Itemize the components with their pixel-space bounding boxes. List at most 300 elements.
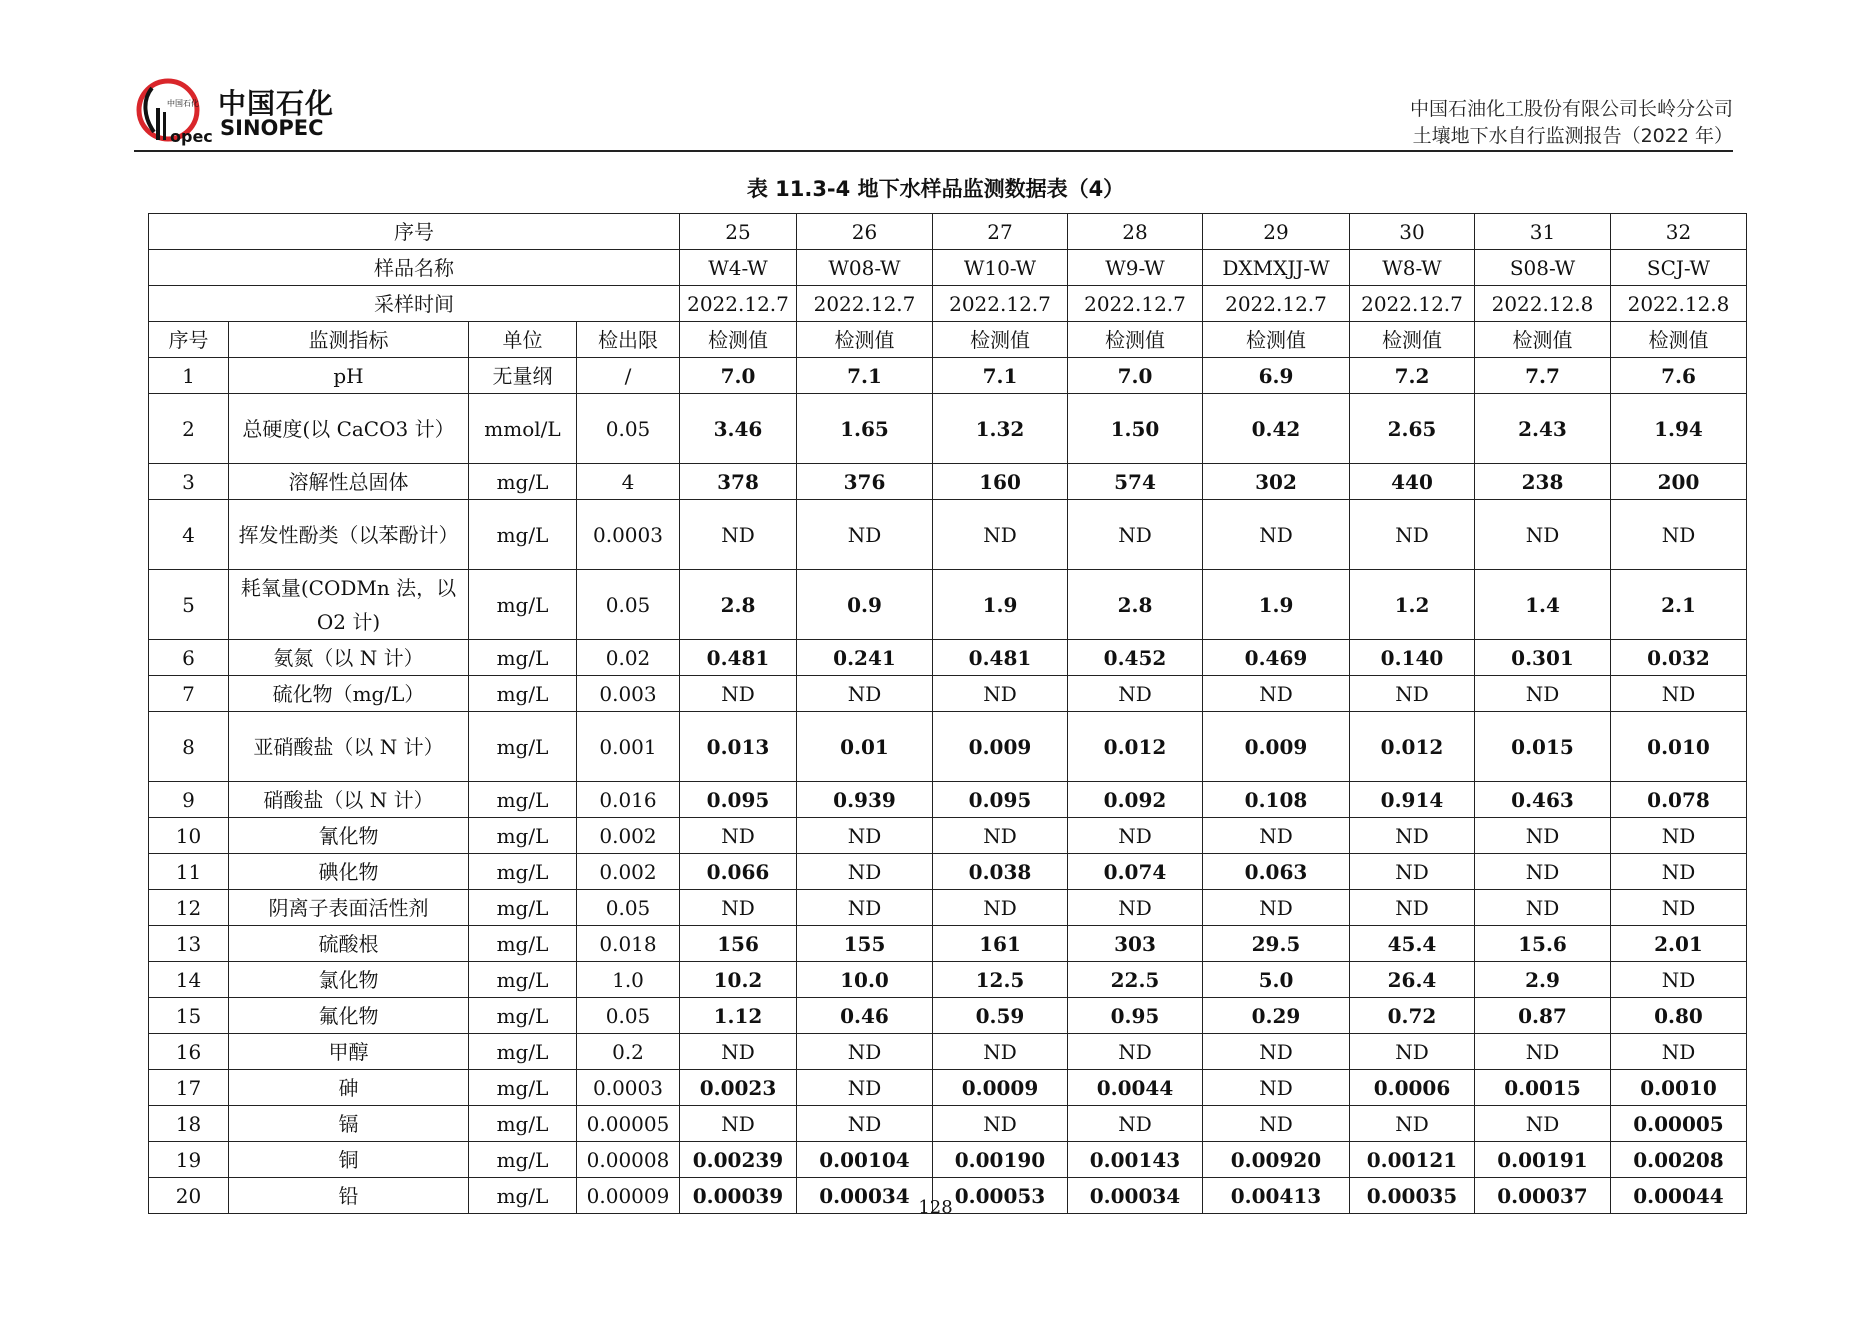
row-value: ND bbox=[1203, 500, 1350, 570]
label-value: 检测值 bbox=[1350, 322, 1475, 358]
row-value: 0.00034 bbox=[1068, 1178, 1203, 1214]
row-value: ND bbox=[1475, 818, 1611, 854]
row-limit: 0.003 bbox=[577, 676, 680, 712]
table-row bbox=[149, 854, 1747, 890]
row-indicator: 铅 bbox=[229, 1178, 469, 1214]
row-no: 9 bbox=[149, 782, 229, 818]
row-value: ND bbox=[1475, 500, 1611, 570]
table-row bbox=[149, 676, 1747, 712]
sample-no: 25 bbox=[680, 214, 797, 250]
row-value: 0.59 bbox=[933, 998, 1068, 1034]
row-value: ND bbox=[1068, 500, 1203, 570]
row-value: 0.481 bbox=[680, 640, 797, 676]
row-value: ND bbox=[1350, 890, 1475, 926]
row-value: 2.8 bbox=[680, 570, 797, 640]
row-value: ND bbox=[1068, 1106, 1203, 1142]
groundwater-monitoring-table bbox=[148, 213, 1747, 1214]
row-unit: mg/L bbox=[469, 782, 577, 818]
row-value: ND bbox=[1203, 676, 1350, 712]
row-value: 0.00208 bbox=[1611, 1142, 1747, 1178]
header-row-sample-time bbox=[149, 286, 1747, 322]
row-unit: mg/L bbox=[469, 500, 577, 570]
label-value: 检测值 bbox=[1203, 322, 1350, 358]
row-value: ND bbox=[1203, 818, 1350, 854]
row-value: ND bbox=[680, 1106, 797, 1142]
row-value: ND bbox=[1611, 500, 1747, 570]
row-unit: mg/L bbox=[469, 712, 577, 782]
row-value: 0.078 bbox=[1611, 782, 1747, 818]
row-value: ND bbox=[1350, 1106, 1475, 1142]
sample-name: W8-W bbox=[1350, 250, 1475, 286]
row-value: ND bbox=[680, 676, 797, 712]
row-value: ND bbox=[933, 1106, 1068, 1142]
row-value: ND bbox=[1475, 1106, 1611, 1142]
row-value: 0.00121 bbox=[1350, 1142, 1475, 1178]
row-no: 16 bbox=[149, 1034, 229, 1070]
row-value: 0.013 bbox=[680, 712, 797, 782]
row-value: 0.0015 bbox=[1475, 1070, 1611, 1106]
row-indicator: 镉 bbox=[229, 1106, 469, 1142]
row-value: 0.095 bbox=[933, 782, 1068, 818]
row-value: 0.00034 bbox=[797, 1178, 933, 1214]
row-indicator: pH bbox=[229, 358, 469, 394]
row-value: 12.5 bbox=[933, 962, 1068, 998]
row-limit: 0.002 bbox=[577, 854, 680, 890]
row-value: 0.012 bbox=[1350, 712, 1475, 782]
row-value: ND bbox=[1203, 890, 1350, 926]
row-value: 0.914 bbox=[1350, 782, 1475, 818]
row-value: 1.9 bbox=[1203, 570, 1350, 640]
row-value: 0.00413 bbox=[1203, 1178, 1350, 1214]
row-value: ND bbox=[1350, 676, 1475, 712]
row-value: 1.94 bbox=[1611, 394, 1747, 464]
label-value: 检测值 bbox=[797, 322, 933, 358]
row-value: 200 bbox=[1611, 464, 1747, 500]
row-indicator: 硫化物（mg/L） bbox=[229, 676, 469, 712]
row-indicator: 氨氮（以 N 计） bbox=[229, 640, 469, 676]
row-value: 0.452 bbox=[1068, 640, 1203, 676]
row-value: 0.00035 bbox=[1350, 1178, 1475, 1214]
row-value: 0.0023 bbox=[680, 1070, 797, 1106]
row-value: ND bbox=[933, 500, 1068, 570]
row-value: 376 bbox=[797, 464, 933, 500]
row-value: ND bbox=[933, 676, 1068, 712]
row-indicator: 亚硝酸盐（以 N 计） bbox=[229, 712, 469, 782]
row-value: ND bbox=[933, 1034, 1068, 1070]
row-value: 6.9 bbox=[1203, 358, 1350, 394]
sample-no: 27 bbox=[933, 214, 1068, 250]
row-value: 0.108 bbox=[1203, 782, 1350, 818]
table-row bbox=[149, 358, 1747, 394]
row-value: 7.7 bbox=[1475, 358, 1611, 394]
row-unit: mg/L bbox=[469, 640, 577, 676]
row-value: 0.00190 bbox=[933, 1142, 1068, 1178]
row-no: 3 bbox=[149, 464, 229, 500]
row-value: 0.0009 bbox=[933, 1070, 1068, 1106]
row-indicator: 总硬度(以 CaCO3 计） bbox=[229, 394, 469, 464]
row-no: 18 bbox=[149, 1106, 229, 1142]
row-value: 0.00239 bbox=[680, 1142, 797, 1178]
row-value: 1.9 bbox=[933, 570, 1068, 640]
row-value: 156 bbox=[680, 926, 797, 962]
row-unit: mg/L bbox=[469, 1106, 577, 1142]
sample-date: 2022.12.7 bbox=[1068, 286, 1203, 322]
row-no: 1 bbox=[149, 358, 229, 394]
row-no: 10 bbox=[149, 818, 229, 854]
row-value: 26.4 bbox=[1350, 962, 1475, 998]
row-value: 161 bbox=[933, 926, 1068, 962]
row-limit: 0.00005 bbox=[577, 1106, 680, 1142]
sample-name: W10-W bbox=[933, 250, 1068, 286]
row-unit: mg/L bbox=[469, 1034, 577, 1070]
sample-date: 2022.12.8 bbox=[1475, 286, 1611, 322]
row-indicator: 碘化物 bbox=[229, 854, 469, 890]
row-value: ND bbox=[797, 890, 933, 926]
row-unit: mg/L bbox=[469, 464, 577, 500]
row-value: 0.463 bbox=[1475, 782, 1611, 818]
row-value: ND bbox=[1475, 676, 1611, 712]
row-value: 2.01 bbox=[1611, 926, 1747, 962]
row-limit: 0.05 bbox=[577, 394, 680, 464]
row-value: 1.12 bbox=[680, 998, 797, 1034]
sample-no: 26 bbox=[797, 214, 933, 250]
sample-date: 2022.12.7 bbox=[933, 286, 1068, 322]
row-no: 12 bbox=[149, 890, 229, 926]
svg-text:中国石化: 中国石化 bbox=[167, 99, 199, 108]
row-no: 17 bbox=[149, 1070, 229, 1106]
row-unit: mg/L bbox=[469, 676, 577, 712]
row-no: 8 bbox=[149, 712, 229, 782]
row-limit: 0.0003 bbox=[577, 1070, 680, 1106]
row-value: 1.4 bbox=[1475, 570, 1611, 640]
table-row bbox=[149, 394, 1747, 464]
row-value: ND bbox=[797, 1106, 933, 1142]
row-value: ND bbox=[1203, 1034, 1350, 1070]
row-value: 7.1 bbox=[797, 358, 933, 394]
row-value: ND bbox=[1611, 1034, 1747, 1070]
table-row bbox=[149, 640, 1747, 676]
row-value: ND bbox=[1475, 890, 1611, 926]
row-value: 0.00143 bbox=[1068, 1142, 1203, 1178]
row-value: ND bbox=[1068, 890, 1203, 926]
sample-date: 2022.12.7 bbox=[797, 286, 933, 322]
row-value: ND bbox=[1350, 854, 1475, 890]
sample-no: 31 bbox=[1475, 214, 1611, 250]
row-limit: 0.05 bbox=[577, 570, 680, 640]
label-seq: 序号 bbox=[149, 214, 680, 250]
table-row bbox=[149, 712, 1747, 782]
label-value: 检测值 bbox=[1068, 322, 1203, 358]
row-value: 7.2 bbox=[1350, 358, 1475, 394]
row-value: 0.95 bbox=[1068, 998, 1203, 1034]
row-limit: 0.0003 bbox=[577, 500, 680, 570]
label-value: 检测值 bbox=[1475, 322, 1611, 358]
row-no: 19 bbox=[149, 1142, 229, 1178]
row-unit: mmol/L bbox=[469, 394, 577, 464]
report-header bbox=[1410, 96, 1733, 150]
row-no: 14 bbox=[149, 962, 229, 998]
row-limit: 1.0 bbox=[577, 962, 680, 998]
row-value: 7.6 bbox=[1611, 358, 1747, 394]
row-value: ND bbox=[1350, 818, 1475, 854]
label-indicator: 监测指标 bbox=[229, 322, 469, 358]
page-number: 128 bbox=[918, 1197, 953, 1218]
row-no: 6 bbox=[149, 640, 229, 676]
sample-no: 28 bbox=[1068, 214, 1203, 250]
row-value: 0.939 bbox=[797, 782, 933, 818]
sample-name: SCJ-W bbox=[1611, 250, 1747, 286]
row-unit: mg/L bbox=[469, 890, 577, 926]
sinopec-logo bbox=[134, 78, 334, 148]
row-value: ND bbox=[1611, 962, 1747, 998]
row-indicator: 氟化物 bbox=[229, 998, 469, 1034]
row-no: 2 bbox=[149, 394, 229, 464]
row-limit: 0.02 bbox=[577, 640, 680, 676]
header-row-columns bbox=[149, 322, 1747, 358]
logo-english-text: SINOPEC bbox=[220, 116, 324, 140]
row-value: ND bbox=[1203, 1070, 1350, 1106]
row-value: 160 bbox=[933, 464, 1068, 500]
label-value: 检测值 bbox=[1611, 322, 1747, 358]
row-unit: mg/L bbox=[469, 962, 577, 998]
row-value: 0.063 bbox=[1203, 854, 1350, 890]
row-limit: 0.001 bbox=[577, 712, 680, 782]
row-value: 7.1 bbox=[933, 358, 1068, 394]
row-value: 440 bbox=[1350, 464, 1475, 500]
sample-no: 29 bbox=[1203, 214, 1350, 250]
row-value: 10.2 bbox=[680, 962, 797, 998]
row-value: ND bbox=[680, 1034, 797, 1070]
table-row bbox=[149, 890, 1747, 926]
row-value: 10.0 bbox=[797, 962, 933, 998]
row-no: 20 bbox=[149, 1178, 229, 1214]
row-value: ND bbox=[680, 500, 797, 570]
row-value: ND bbox=[680, 818, 797, 854]
row-value: ND bbox=[797, 1034, 933, 1070]
row-limit: 0.05 bbox=[577, 890, 680, 926]
row-value: ND bbox=[797, 1070, 933, 1106]
row-value: ND bbox=[797, 854, 933, 890]
row-limit: 0.002 bbox=[577, 818, 680, 854]
row-value: 0.00920 bbox=[1203, 1142, 1350, 1178]
row-indicator: 氯化物 bbox=[229, 962, 469, 998]
row-value: 1.50 bbox=[1068, 394, 1203, 464]
sample-name: W08-W bbox=[797, 250, 933, 286]
row-value: 0.009 bbox=[1203, 712, 1350, 782]
row-value: 0.00104 bbox=[797, 1142, 933, 1178]
sample-date: 2022.12.7 bbox=[1203, 286, 1350, 322]
table-row bbox=[149, 926, 1747, 962]
row-value: ND bbox=[680, 890, 797, 926]
row-value: ND bbox=[1350, 500, 1475, 570]
table-row bbox=[149, 1070, 1747, 1106]
row-limit: 0.00008 bbox=[577, 1142, 680, 1178]
row-value: 0.140 bbox=[1350, 640, 1475, 676]
row-value: 2.8 bbox=[1068, 570, 1203, 640]
row-no: 13 bbox=[149, 926, 229, 962]
label-value: 检测值 bbox=[933, 322, 1068, 358]
row-indicator: 铜 bbox=[229, 1142, 469, 1178]
row-value: 0.038 bbox=[933, 854, 1068, 890]
row-value: 0.241 bbox=[797, 640, 933, 676]
label-limit: 检出限 bbox=[577, 322, 680, 358]
row-unit: mg/L bbox=[469, 926, 577, 962]
sample-date: 2022.12.7 bbox=[1350, 286, 1475, 322]
row-indicator: 砷 bbox=[229, 1070, 469, 1106]
row-value: 0.00037 bbox=[1475, 1178, 1611, 1214]
row-indicator: 溶解性总固体 bbox=[229, 464, 469, 500]
table-row bbox=[149, 1106, 1747, 1142]
row-value: 0.012 bbox=[1068, 712, 1203, 782]
company-name: 中国石油化工股份有限公司长岭分公司 bbox=[1409, 98, 1733, 120]
row-value: ND bbox=[1611, 676, 1747, 712]
row-value: 2.1 bbox=[1611, 570, 1747, 640]
label-index-no: 序号 bbox=[149, 322, 229, 358]
label-unit: 单位 bbox=[469, 322, 577, 358]
sample-date: 2022.12.7 bbox=[680, 286, 797, 322]
row-value: ND bbox=[797, 500, 933, 570]
row-value: 7.0 bbox=[680, 358, 797, 394]
row-value: 155 bbox=[797, 926, 933, 962]
row-value: 3.46 bbox=[680, 394, 797, 464]
row-unit: mg/L bbox=[469, 570, 577, 640]
logo-chinese-text: 中国石化 bbox=[218, 87, 335, 120]
row-value: 0.00039 bbox=[680, 1178, 797, 1214]
row-indicator: 耗氧量(CODMn 法，以 O2 计) bbox=[229, 570, 469, 640]
row-value: 0.032 bbox=[1611, 640, 1747, 676]
row-limit: 4 bbox=[577, 464, 680, 500]
row-value: 0.00005 bbox=[1611, 1106, 1747, 1142]
row-unit: mg/L bbox=[469, 1070, 577, 1106]
row-value: 45.4 bbox=[1350, 926, 1475, 962]
row-value: 0.00044 bbox=[1611, 1178, 1747, 1214]
row-indicator: 硫酸根 bbox=[229, 926, 469, 962]
row-value: 0.009 bbox=[933, 712, 1068, 782]
sample-name: W4-W bbox=[680, 250, 797, 286]
row-value: 1.32 bbox=[933, 394, 1068, 464]
header-row-sample-no bbox=[149, 214, 1747, 250]
row-value: 7.0 bbox=[1068, 358, 1203, 394]
row-value: 1.2 bbox=[1350, 570, 1475, 640]
row-indicator: 挥发性酚类（以苯酚计） bbox=[229, 500, 469, 570]
row-value: 0.481 bbox=[933, 640, 1068, 676]
sinopec-emblem-icon bbox=[134, 78, 216, 148]
row-value: 0.01 bbox=[797, 712, 933, 782]
row-no: 11 bbox=[149, 854, 229, 890]
row-value: 0.095 bbox=[680, 782, 797, 818]
table-row bbox=[149, 818, 1747, 854]
row-value: 574 bbox=[1068, 464, 1203, 500]
table-row bbox=[149, 1142, 1747, 1178]
row-value: 0.72 bbox=[1350, 998, 1475, 1034]
row-value: 0.010 bbox=[1611, 712, 1747, 782]
row-value: 0.80 bbox=[1611, 998, 1747, 1034]
header-divider bbox=[134, 150, 1733, 152]
sample-no: 30 bbox=[1350, 214, 1475, 250]
table-row bbox=[149, 570, 1747, 640]
row-value: ND bbox=[1611, 854, 1747, 890]
row-value: 1.65 bbox=[797, 394, 933, 464]
row-value: ND bbox=[1350, 1034, 1475, 1070]
label-sample-time: 采样时间 bbox=[149, 286, 680, 322]
row-limit: 0.2 bbox=[577, 1034, 680, 1070]
row-value: 0.0006 bbox=[1350, 1070, 1475, 1106]
row-value: 5.0 bbox=[1203, 962, 1350, 998]
row-limit: / bbox=[577, 358, 680, 394]
row-value: ND bbox=[1611, 890, 1747, 926]
label-sample-name: 样品名称 bbox=[149, 250, 680, 286]
row-unit: mg/L bbox=[469, 998, 577, 1034]
row-limit: 0.016 bbox=[577, 782, 680, 818]
row-value: 0.00053 bbox=[933, 1178, 1068, 1214]
row-value: 0.074 bbox=[1068, 854, 1203, 890]
row-value: 0.46 bbox=[797, 998, 933, 1034]
sample-date: 2022.12.8 bbox=[1611, 286, 1747, 322]
row-value: 0.00191 bbox=[1475, 1142, 1611, 1178]
row-unit: mg/L bbox=[469, 1178, 577, 1214]
row-limit: 0.05 bbox=[577, 998, 680, 1034]
row-value: ND bbox=[1203, 1106, 1350, 1142]
row-value: 303 bbox=[1068, 926, 1203, 962]
sample-no: 32 bbox=[1611, 214, 1747, 250]
header-row-sample-name bbox=[149, 250, 1747, 286]
row-no: 7 bbox=[149, 676, 229, 712]
row-value: ND bbox=[797, 676, 933, 712]
table-row bbox=[149, 962, 1747, 998]
row-limit: 0.00009 bbox=[577, 1178, 680, 1214]
row-value: ND bbox=[1611, 818, 1747, 854]
row-value: 0.0044 bbox=[1068, 1070, 1203, 1106]
row-value: ND bbox=[933, 818, 1068, 854]
row-value: 2.65 bbox=[1350, 394, 1475, 464]
row-limit: 0.018 bbox=[577, 926, 680, 962]
row-value: 0.015 bbox=[1475, 712, 1611, 782]
table-row bbox=[149, 500, 1747, 570]
table-row bbox=[149, 464, 1747, 500]
row-indicator: 氰化物 bbox=[229, 818, 469, 854]
sample-name: W9-W bbox=[1068, 250, 1203, 286]
row-value: 2.9 bbox=[1475, 962, 1611, 998]
row-value: 0.87 bbox=[1475, 998, 1611, 1034]
row-no: 4 bbox=[149, 500, 229, 570]
row-value: 0.29 bbox=[1203, 998, 1350, 1034]
row-value: 0.301 bbox=[1475, 640, 1611, 676]
row-unit: mg/L bbox=[469, 854, 577, 890]
table-row bbox=[149, 1034, 1747, 1070]
row-unit: 无量纲 bbox=[469, 358, 577, 394]
row-value: 2.43 bbox=[1475, 394, 1611, 464]
label-value: 检测值 bbox=[680, 322, 797, 358]
row-value: 0.42 bbox=[1203, 394, 1350, 464]
row-value: ND bbox=[1475, 854, 1611, 890]
svg-text:opec: opec bbox=[170, 127, 213, 146]
row-value: 0.0010 bbox=[1611, 1070, 1747, 1106]
sample-name: S08-W bbox=[1475, 250, 1611, 286]
row-no: 5 bbox=[149, 570, 229, 640]
row-indicator: 硝酸盐（以 N 计） bbox=[229, 782, 469, 818]
row-value: 15.6 bbox=[1475, 926, 1611, 962]
table-row bbox=[149, 998, 1747, 1034]
row-value: ND bbox=[933, 890, 1068, 926]
row-value: 0.092 bbox=[1068, 782, 1203, 818]
row-value: 378 bbox=[680, 464, 797, 500]
row-no: 15 bbox=[149, 998, 229, 1034]
row-indicator: 甲醇 bbox=[229, 1034, 469, 1070]
row-value: ND bbox=[1068, 1034, 1203, 1070]
row-value: 0.066 bbox=[680, 854, 797, 890]
sample-name: DXMXJJ-W bbox=[1203, 250, 1350, 286]
row-value: 29.5 bbox=[1203, 926, 1350, 962]
